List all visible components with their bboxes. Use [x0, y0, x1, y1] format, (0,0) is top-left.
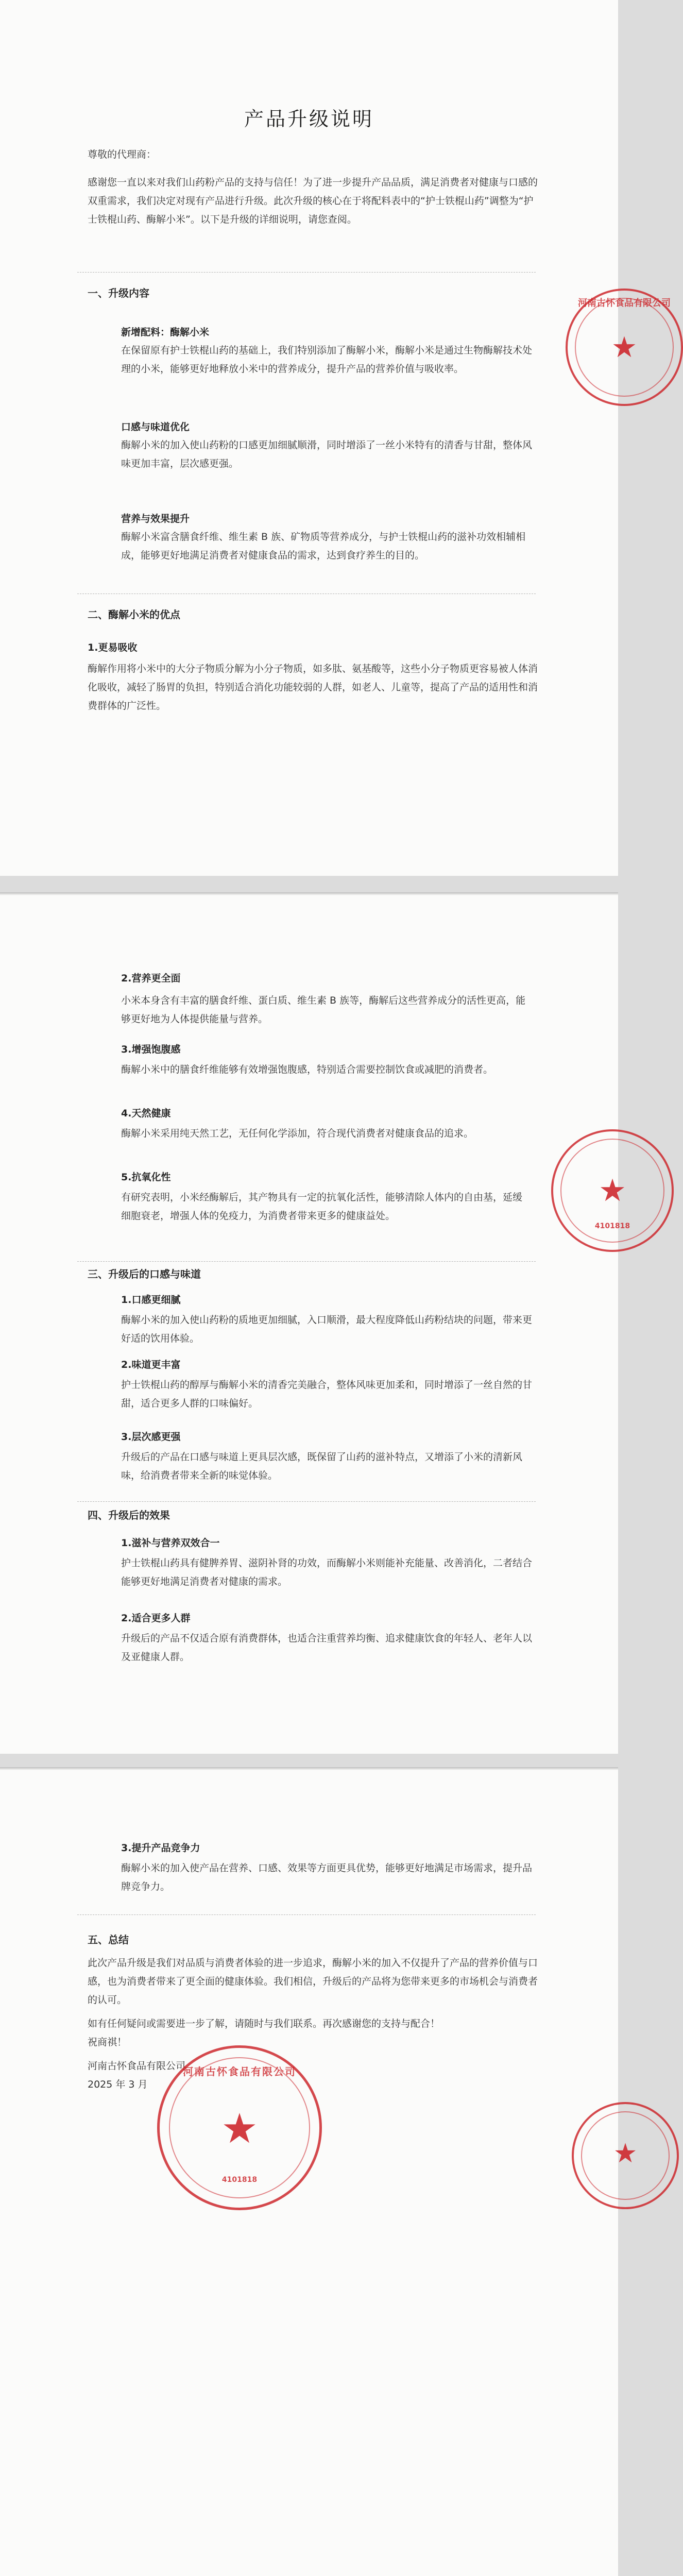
- item-body: 小米本身含有丰富的膳食纤维、蛋白质、维生素 B 族等，酶解后这些营养成分的活性更高，能够更好地为人体提供能量与营养。: [121, 995, 526, 1025]
- greeting: [88, 145, 541, 164]
- greeting-text: 尊敬的代理商：: [88, 149, 157, 160]
- item-title: 1.口感更细腻: [121, 1294, 181, 1306]
- item-title: 3.提升产品竞争力: [121, 1842, 200, 1854]
- company-seal: ★ 河南古怀食品有限公司 4101818: [157, 2045, 322, 2210]
- closing-wish: 祝商祺！: [88, 2037, 127, 2048]
- item-body: 酶解作用将小米中的大分子物质分解为小分子物质，如多肽、氨基酸等，这些小分子物质更容易被人体消化吸收，减轻了肠胃的负担，特别适合消化功能较弱的人群，如老人、儿童等，提高了产品的适用性和消费群体的广泛性。: [88, 663, 538, 711]
- item-body: 酶解小米的加入使产品在营养、口感、效果等方面更具优势，能够更好地满足市场需求，提升品牌竞争力。: [121, 1862, 533, 1892]
- item-title: 2.营养更全面: [121, 973, 181, 984]
- intro-paragraph: 感谢您一直以来对我们山药粉产品的支持与信任！为了进一步提升产品品质，满足消费者对健康与口感的双重需求，我们决定对现有产品进行升级。此次升级的核心在于将配料表中的“护士铁棍山药”调整为“护士铁棍山药、酶解小米”。以下是升级的详细说明，请您查阅。: [88, 177, 538, 225]
- s3-item-2: [121, 1356, 533, 1413]
- item-title: 4.天然健康: [121, 1108, 171, 1119]
- item-title: 营养与效果提升: [121, 513, 190, 524]
- s1-item-1: [121, 324, 533, 378]
- company-seal: ★ 河南古怀食品有限公司: [566, 289, 683, 406]
- item-title: 1.滋补与营养双效合一: [121, 1537, 220, 1549]
- summary-body: 此次产品升级是我们对品质与消费者体验的进一步追求，酶解小米的加入不仅提升了产品的营养价值与口感，也为消费者带来了更全面的健康体验。我们相信，升级后的产品将为您带来更多的市场机会与消费者的认可。: [88, 1957, 538, 2006]
- s1-item-2: [121, 418, 533, 473]
- s2-item-4: [121, 1105, 533, 1143]
- company-seal: ★: [572, 2102, 679, 2209]
- item-title: 2.适合更多人群: [121, 1613, 191, 1624]
- item-body: 酶解小米的加入使山药粉的口感更加细腻顺滑，同时增添了一丝小米特有的清香与甘甜，整体风味更加丰富，层次感更强。: [121, 439, 533, 469]
- item-title: 新增配料：酶解小米: [121, 327, 210, 338]
- section-4-heading: [88, 1506, 541, 1524]
- company-name: 河南古怀食品有限公司: [88, 2060, 186, 2072]
- s3-item-1: [121, 1291, 533, 1348]
- s1-item-3: [121, 510, 533, 565]
- item-body: 酶解小米中的膳食纤维能够有效增强饱腹感，特别适合需要控制饮食或减肥的消费者。: [121, 1064, 493, 1075]
- divider: [77, 1501, 536, 1502]
- section-heading: 一、升级内容: [88, 287, 149, 299]
- seal-text: 河南古怀食品有限公司: [183, 2065, 296, 2078]
- section-1-heading: [88, 284, 541, 302]
- item-body: 酶解小米采用纯天然工艺，无任何化学添加，符合现代消费者对健康食品的追求。: [121, 1128, 474, 1139]
- item-body: 升级后的产品不仅适合原有消费群体，也适合注重营养均衡、追求健康饮食的年轻人、老年人以及亚健康人群。: [121, 1633, 533, 1663]
- document-page-2: [0, 892, 630, 1754]
- company-seal: ★ 4101818: [551, 1129, 674, 1252]
- divider: [77, 1914, 536, 1915]
- section-heading: 三、升级后的口感与味道: [88, 1268, 201, 1280]
- seal-serial: 4101818: [221, 2176, 258, 2184]
- seal-serial: 4101818: [594, 1222, 630, 1230]
- item-body: 护士铁棍山药具有健脾养胃、滋阴补肾的功效，而酶解小米则能补充能量、改善消化，二者结合能够更好地满足消费者对健康的需求。: [121, 1557, 533, 1587]
- seal-text: 河南古怀食品有限公司: [578, 298, 671, 309]
- page-title: 产品升级说明: [244, 108, 374, 130]
- item-title: 口感与味道优化: [121, 421, 190, 433]
- item-body: 护士铁棍山药的醇厚与酶解小米的清香完美融合，整体风味更加柔和，同时增添了一丝自然的甘甜，适合更多人群的口味偏好。: [121, 1379, 533, 1409]
- item-title: 5.抗氧化性: [121, 1172, 171, 1183]
- intro: [88, 173, 541, 229]
- section-heading: 二、酶解小米的优点: [88, 608, 180, 621]
- item-title: 3.层次感更强: [121, 1431, 181, 1443]
- item-body: 有研究表明，小米经酶解后，其产物具有一定的抗氧化活性，能够清除人体内的自由基，延缓细胞衰老，增强人体的免疫力，为消费者带来更多的健康益处。: [121, 1192, 523, 1222]
- item-body: 酶解小米的加入使山药粉的质地更加细腻，入口顺滑，最大程度降低山药粉结块的问题，带来更好适的饮用体验。: [121, 1314, 533, 1344]
- s2-item-5: [121, 1168, 523, 1225]
- s4-item-2: [121, 1609, 533, 1666]
- section-heading: 五、总结: [88, 1934, 129, 1946]
- s4-item-3: [121, 1839, 533, 1896]
- item-body: 酶解小米富含膳食纤维、维生素 B 族、矿物质等营养成分，与护士铁棍山药的滋补功效相辅相成，能够更好地满足消费者对健康食品的需求，达到食疗养生的目的。: [121, 531, 526, 561]
- divider: [77, 1261, 536, 1262]
- s2-item-1: [88, 639, 541, 715]
- section-3-heading: [88, 1265, 541, 1283]
- section-heading: 四、升级后的效果: [88, 1509, 170, 1521]
- item-title: 3.增强饱腹感: [121, 1044, 181, 1055]
- s2-item-3: [121, 1041, 533, 1079]
- s2-item-2: [121, 970, 533, 1028]
- divider: [77, 272, 536, 273]
- document-page-3: [0, 1767, 638, 2576]
- s4-item-1: [121, 1534, 533, 1591]
- section-2-heading: [88, 606, 541, 623]
- document-page-1: [0, 0, 671, 876]
- item-title: 1.更易吸收: [88, 642, 138, 653]
- item-title: 2.味道更丰富: [121, 1359, 181, 1370]
- s3-item-3: [121, 1428, 533, 1485]
- item-body: 升级后的产品在口感与味道上更具层次感，既保留了山药的滋补特点，又增添了小米的清新风味，给消费者带来全新的味觉体验。: [121, 1451, 523, 1481]
- item-body: 在保留原有护士铁棍山药的基础上，我们特别添加了酶解小米，酶解小米是通过生物酶解技术处理的小米，能够更好地释放小米中的营养成分，提升产品的营养价值与吸收率。: [121, 345, 533, 375]
- contact-line: 如有任何疑问或需要进一步了解，请随时与我们联系。再次感谢您的支持与配合！: [88, 2018, 440, 2029]
- document-date: 2025 年 3 月: [88, 2079, 148, 2090]
